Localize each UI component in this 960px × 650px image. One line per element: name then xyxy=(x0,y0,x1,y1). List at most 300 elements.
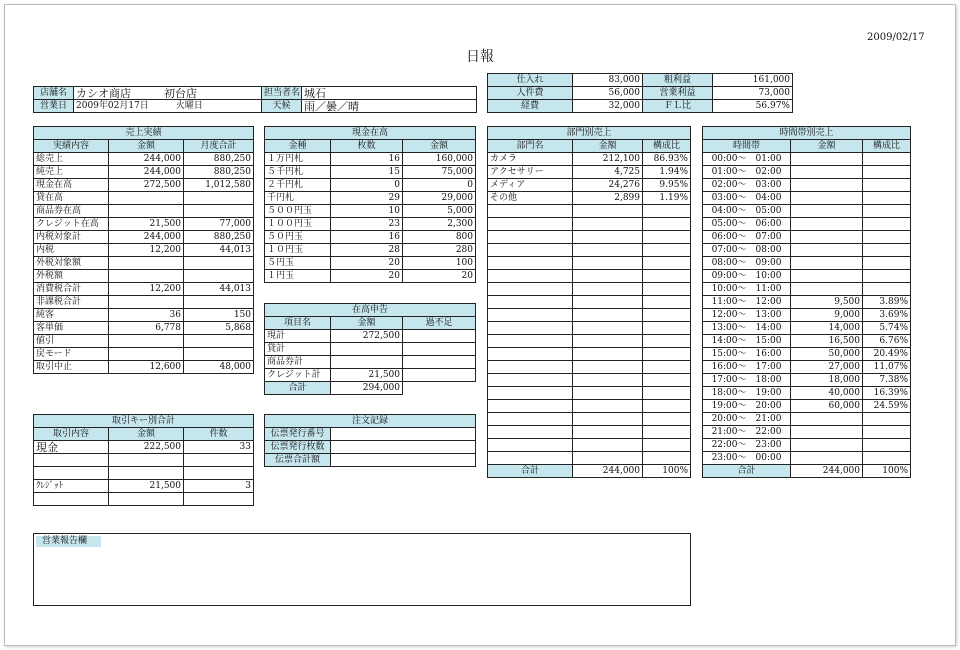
hourly-cell xyxy=(791,192,863,205)
check-row xyxy=(265,356,476,369)
keys-cell: 21,500 xyxy=(109,480,184,493)
cash-cell: 2,300 xyxy=(403,218,476,231)
hourly-cell: 24.59% xyxy=(863,400,911,413)
dept-empty-row xyxy=(488,296,691,309)
dept-empty-cell xyxy=(488,309,573,322)
hourly-cell: 3.69% xyxy=(863,309,911,322)
sales-cell: 戻モード xyxy=(34,348,109,361)
dept-empty-cell xyxy=(488,296,573,309)
dept-header-ratio: 構成比 xyxy=(643,140,691,153)
keys-row xyxy=(34,493,254,506)
keys-cell: 現金 xyxy=(34,441,109,454)
summary-label: 粗利益 xyxy=(643,74,713,87)
sales-row xyxy=(34,205,254,218)
sales-cell: 内税 xyxy=(34,244,109,257)
hourly-cell: 05:00〜 06:00 xyxy=(703,218,791,231)
sales-row xyxy=(34,361,254,374)
hourly-cell: 50,000 xyxy=(791,348,863,361)
cash-table xyxy=(264,126,476,283)
check-cell xyxy=(403,343,476,356)
cash-row xyxy=(265,218,476,231)
orders-row xyxy=(265,428,476,441)
hourly-row xyxy=(703,322,911,335)
cash-cell: 5,000 xyxy=(403,205,476,218)
dept-cell: アクセサリー xyxy=(488,166,573,179)
cash-row xyxy=(265,192,476,205)
sales-cell xyxy=(184,348,254,361)
keys-cell: 3 xyxy=(184,480,254,493)
cash-cell: 20 xyxy=(403,270,476,283)
hourly-cell: 21:00〜 22:00 xyxy=(703,426,791,439)
cash-cell: 0 xyxy=(331,179,403,192)
dept-empty-cell xyxy=(643,452,691,465)
sales-cell xyxy=(184,270,254,283)
dept-empty-cell xyxy=(643,322,691,335)
hourly-cell: 10:00〜 11:00 xyxy=(703,283,791,296)
hourly-cell: 20:00〜 21:00 xyxy=(703,413,791,426)
dept-empty-cell xyxy=(643,387,691,400)
sales-row xyxy=(34,192,254,205)
dept-empty-row xyxy=(488,283,691,296)
hourly-row xyxy=(703,387,911,400)
hourly-row xyxy=(703,153,911,166)
hourly-cell: 03:00〜 04:00 xyxy=(703,192,791,205)
sales-cell: 244,000 xyxy=(109,153,184,166)
sales-row xyxy=(34,283,254,296)
business-date-cell xyxy=(74,100,262,113)
cash-cell: ５千円札 xyxy=(265,166,331,179)
check-total-label: 合計 xyxy=(265,382,331,395)
sales-row xyxy=(34,309,254,322)
keys-header-amount: 金額 xyxy=(109,428,184,441)
cash-cell: １００円玉 xyxy=(265,218,331,231)
business-date: 2009年02月17日 xyxy=(76,100,149,111)
hourly-row xyxy=(703,413,911,426)
store-name-cell xyxy=(74,87,262,100)
summary-value: 56.97% xyxy=(713,100,793,113)
cash-cell: 10 xyxy=(331,205,403,218)
dept-empty-cell xyxy=(643,413,691,426)
sales-header-item: 実績内容 xyxy=(34,140,109,153)
dept-empty-cell xyxy=(643,218,691,231)
hourly-cell: 3.89% xyxy=(863,296,911,309)
cash-cell: 100 xyxy=(403,257,476,270)
store-name-label: 店舗名 xyxy=(34,87,74,100)
cash-cell: １円玉 xyxy=(265,270,331,283)
hourly-cell: 9,500 xyxy=(791,296,863,309)
dept-empty-cell xyxy=(488,335,573,348)
cash-cell: 160,000 xyxy=(403,153,476,166)
sales-cell xyxy=(184,205,254,218)
dept-empty-cell xyxy=(488,400,573,413)
sales-cell: 取引中止 xyxy=(34,361,109,374)
summary-value: 56,000 xyxy=(573,87,643,100)
check-cell xyxy=(403,330,476,343)
hourly-cell: 02:00〜 03:00 xyxy=(703,179,791,192)
keys-cell xyxy=(34,454,109,467)
dept-empty-row xyxy=(488,322,691,335)
dept-empty-cell xyxy=(488,374,573,387)
hourly-cell xyxy=(791,452,863,465)
dept-empty-row xyxy=(488,439,691,452)
hourly-header-ratio: 構成比 xyxy=(863,140,911,153)
dept-empty-cell xyxy=(573,452,643,465)
sales-cell xyxy=(109,348,184,361)
hourly-cell: 16.39% xyxy=(863,387,911,400)
dept-total-ratio: 100% xyxy=(643,465,691,478)
cash-cell: １０円玉 xyxy=(265,244,331,257)
hourly-cell: 11.07% xyxy=(863,361,911,374)
hourly-header-amount: 金額 xyxy=(791,140,863,153)
dept-empty-cell xyxy=(573,322,643,335)
dept-row xyxy=(488,166,691,179)
check-header-amount: 金額 xyxy=(331,317,403,330)
hourly-cell xyxy=(863,153,911,166)
sales-row xyxy=(34,153,254,166)
cash-row xyxy=(265,153,476,166)
sales-title: 売上実績 xyxy=(34,127,254,140)
dept-cell: その他 xyxy=(488,192,573,205)
hourly-cell xyxy=(863,426,911,439)
dept-cell: カメラ xyxy=(488,153,573,166)
hourly-cell xyxy=(863,244,911,257)
dept-empty-row xyxy=(488,309,691,322)
dept-empty-cell xyxy=(573,348,643,361)
dept-empty-cell xyxy=(643,283,691,296)
summary-row xyxy=(488,100,793,113)
dept-empty-row xyxy=(488,270,691,283)
dept-empty-cell xyxy=(488,231,573,244)
dept-empty-cell xyxy=(643,374,691,387)
dept-empty-cell xyxy=(573,296,643,309)
cash-cell: 28 xyxy=(331,244,403,257)
check-row xyxy=(265,369,476,382)
dept-empty-cell xyxy=(643,205,691,218)
keys-cell: 33 xyxy=(184,441,254,454)
dept-cell: 1.19% xyxy=(643,192,691,205)
department-sales-table xyxy=(487,126,691,478)
hourly-cell xyxy=(863,231,911,244)
hourly-cell: 16,500 xyxy=(791,335,863,348)
orders-title: 注文記録 xyxy=(265,415,476,428)
sales-cell: 商品券在高 xyxy=(34,205,109,218)
hourly-cell xyxy=(791,270,863,283)
dept-cell: メディア xyxy=(488,179,573,192)
sales-cell: 272,500 xyxy=(109,179,184,192)
dept-cell: 86.93% xyxy=(643,153,691,166)
orders-label: 伝票合計額 xyxy=(265,454,331,467)
dept-title: 部門別売上 xyxy=(488,127,691,140)
check-cell: 貸計 xyxy=(265,343,331,356)
dept-empty-cell xyxy=(643,231,691,244)
dept-cell: 9.95% xyxy=(643,179,691,192)
dept-empty-cell xyxy=(488,257,573,270)
hourly-row xyxy=(703,179,911,192)
cash-cell: ２千円札 xyxy=(265,179,331,192)
sales-cell: 244,000 xyxy=(109,166,184,179)
summary-table xyxy=(487,73,793,113)
cash-row xyxy=(265,166,476,179)
hourly-cell xyxy=(791,179,863,192)
hourly-cell xyxy=(863,218,911,231)
hourly-cell xyxy=(791,231,863,244)
dept-empty-row xyxy=(488,218,691,231)
check-total: 294,000 xyxy=(331,382,403,395)
dept-empty-cell xyxy=(573,231,643,244)
check-cell xyxy=(331,356,403,369)
check-cell: 21,500 xyxy=(331,369,403,382)
staff-label: 担当者名 xyxy=(262,87,302,100)
dept-empty-row xyxy=(488,257,691,270)
sales-cell: 880,250 xyxy=(184,153,254,166)
keys-cell: 222,500 xyxy=(109,441,184,454)
hourly-cell xyxy=(863,166,911,179)
transaction-key-table xyxy=(33,414,254,506)
hourly-cell: 60,000 xyxy=(791,400,863,413)
dept-empty-cell xyxy=(643,335,691,348)
sales-cell: 現金在高 xyxy=(34,179,109,192)
sales-cell: 総売上 xyxy=(34,153,109,166)
hourly-row xyxy=(703,270,911,283)
sales-row xyxy=(34,231,254,244)
keys-title: 取引キー別合計 xyxy=(34,415,254,428)
check-header-diff: 過不足 xyxy=(403,317,476,330)
hourly-cell xyxy=(791,205,863,218)
hourly-cell: 16:00〜 17:00 xyxy=(703,361,791,374)
sales-row xyxy=(34,218,254,231)
hourly-cell: 15:00〜 16:00 xyxy=(703,348,791,361)
business-report-label: 営業報告欄 xyxy=(36,536,101,547)
keys-row xyxy=(34,480,254,493)
dept-empty-row xyxy=(488,426,691,439)
sales-cell: 内税対象計 xyxy=(34,231,109,244)
dept-empty-row xyxy=(488,348,691,361)
hourly-cell: 04:00〜 05:00 xyxy=(703,205,791,218)
hourly-header-time: 時間帯 xyxy=(703,140,791,153)
summary-label: 仕入れ xyxy=(488,74,573,87)
check-cell: クレジット計 xyxy=(265,369,331,382)
hourly-cell xyxy=(791,439,863,452)
check-cell xyxy=(403,369,476,382)
dept-empty-cell xyxy=(573,218,643,231)
cash-header-denomination: 金種 xyxy=(265,140,331,153)
cash-row xyxy=(265,270,476,283)
sales-row xyxy=(34,257,254,270)
sales-row xyxy=(34,244,254,257)
hourly-row xyxy=(703,400,911,413)
keys-cell xyxy=(109,467,184,480)
hourly-cell: 13:00〜 14:00 xyxy=(703,322,791,335)
cash-cell: 15 xyxy=(331,166,403,179)
dept-empty-cell xyxy=(573,309,643,322)
sales-cell: 44,013 xyxy=(184,283,254,296)
sales-cell xyxy=(184,335,254,348)
sales-cell: 貸在高 xyxy=(34,192,109,205)
sales-cell xyxy=(184,296,254,309)
dept-empty-cell xyxy=(643,309,691,322)
hourly-cell xyxy=(863,179,911,192)
hourly-cell: 6.76% xyxy=(863,335,911,348)
cash-cell: １万円札 xyxy=(265,153,331,166)
orders-label: 伝票発行番号 xyxy=(265,428,331,441)
dept-empty-cell xyxy=(573,205,643,218)
cash-header-amount: 金額 xyxy=(403,140,476,153)
cash-row xyxy=(265,179,476,192)
declaration-table xyxy=(264,303,476,395)
summary-row xyxy=(488,87,793,100)
check-cell xyxy=(403,356,476,369)
keys-row xyxy=(34,454,254,467)
sales-row xyxy=(34,296,254,309)
hourly-cell: 06:00〜 07:00 xyxy=(703,231,791,244)
hourly-cell: 40,000 xyxy=(791,387,863,400)
dept-empty-row xyxy=(488,231,691,244)
hourly-row xyxy=(703,283,911,296)
hourly-cell xyxy=(863,205,911,218)
hourly-row xyxy=(703,309,911,322)
hourly-cell: 18,000 xyxy=(791,374,863,387)
keys-cell xyxy=(109,493,184,506)
hourly-cell xyxy=(863,257,911,270)
dept-empty-cell xyxy=(573,413,643,426)
sales-cell: 77,000 xyxy=(184,218,254,231)
keys-header-type: 取引内容 xyxy=(34,428,109,441)
sales-row xyxy=(34,348,254,361)
dept-empty-cell xyxy=(488,439,573,452)
dept-empty-cell xyxy=(573,374,643,387)
cash-cell: 75,000 xyxy=(403,166,476,179)
dept-row xyxy=(488,192,691,205)
keys-cell xyxy=(34,493,109,506)
dept-empty-cell xyxy=(573,426,643,439)
dept-empty-row xyxy=(488,452,691,465)
hourly-row xyxy=(703,231,911,244)
sales-cell: 21,500 xyxy=(109,218,184,231)
check-cell: 272,500 xyxy=(331,330,403,343)
hourly-row xyxy=(703,374,911,387)
dept-empty-cell xyxy=(488,244,573,257)
hourly-cell: 00:00〜 01:00 xyxy=(703,153,791,166)
orders-row xyxy=(265,441,476,454)
cash-cell: 20 xyxy=(331,270,403,283)
sales-header-amount: 金額 xyxy=(109,140,184,153)
sales-cell xyxy=(184,192,254,205)
store-branch: 初台店 xyxy=(164,86,197,100)
sales-row xyxy=(34,335,254,348)
sales-cell: 12,200 xyxy=(109,283,184,296)
sales-cell xyxy=(109,296,184,309)
hourly-cell: 19:00〜 20:00 xyxy=(703,400,791,413)
hourly-cell xyxy=(791,218,863,231)
hourly-cell: 12:00〜 13:00 xyxy=(703,309,791,322)
dept-empty-row xyxy=(488,205,691,218)
check-cell: 現計 xyxy=(265,330,331,343)
check-row xyxy=(265,343,476,356)
sales-cell: 5,868 xyxy=(184,322,254,335)
dept-empty-row xyxy=(488,361,691,374)
weather-label: 天候 xyxy=(262,100,302,113)
cash-title: 現金在高 xyxy=(265,127,476,140)
dept-empty-cell xyxy=(643,439,691,452)
dept-cell: 24,276 xyxy=(573,179,643,192)
hourly-cell: 14,000 xyxy=(791,322,863,335)
hourly-total: 244,000 xyxy=(791,465,863,478)
hourly-cell: 01:00〜 02:00 xyxy=(703,166,791,179)
store-name: カシオ商店 xyxy=(76,86,131,100)
weather-value: 雨／曇／晴 xyxy=(302,100,477,113)
sales-cell: 外税額 xyxy=(34,270,109,283)
hourly-cell: 11:00〜 12:00 xyxy=(703,296,791,309)
hourly-cell: 17:00〜 18:00 xyxy=(703,374,791,387)
staff-name: 城石 xyxy=(302,87,477,100)
dept-empty-row xyxy=(488,374,691,387)
hourly-cell xyxy=(791,244,863,257)
sales-row xyxy=(34,270,254,283)
dept-empty-row xyxy=(488,400,691,413)
hourly-cell: 27,000 xyxy=(791,361,863,374)
cash-row xyxy=(265,244,476,257)
dept-empty-row xyxy=(488,387,691,400)
dept-cell: 1.94% xyxy=(643,166,691,179)
page-title: 日報 xyxy=(466,49,494,65)
check-title: 在高申告 xyxy=(265,304,476,317)
dept-row xyxy=(488,179,691,192)
store-info-table xyxy=(33,86,477,113)
cash-cell: 29 xyxy=(331,192,403,205)
hourly-row xyxy=(703,335,911,348)
orders-value xyxy=(331,454,476,467)
hourly-cell: 09:00〜 10:00 xyxy=(703,270,791,283)
cash-cell: 千円札 xyxy=(265,192,331,205)
dept-empty-cell xyxy=(573,387,643,400)
hourly-row xyxy=(703,257,911,270)
dept-empty-row xyxy=(488,244,691,257)
sales-cell: 純客 xyxy=(34,309,109,322)
check-row xyxy=(265,330,476,343)
cash-row xyxy=(265,257,476,270)
dept-empty-cell xyxy=(488,361,573,374)
dept-empty-cell xyxy=(488,426,573,439)
sales-cell: 36 xyxy=(109,309,184,322)
cash-cell: 29,000 xyxy=(403,192,476,205)
order-record-table xyxy=(264,414,476,467)
cash-cell: ５０円玉 xyxy=(265,231,331,244)
business-report-box[interactable] xyxy=(33,533,691,606)
hourly-row xyxy=(703,166,911,179)
sales-row xyxy=(34,179,254,192)
sales-cell: 非課税合計 xyxy=(34,296,109,309)
sales-cell: 純売上 xyxy=(34,166,109,179)
hourly-sales-table xyxy=(702,126,911,478)
sales-cell xyxy=(184,257,254,270)
sales-cell: 客単価 xyxy=(34,322,109,335)
dept-cell: 212,100 xyxy=(573,153,643,166)
sales-cell: 12,200 xyxy=(109,244,184,257)
dept-empty-cell xyxy=(488,283,573,296)
dept-empty-cell xyxy=(488,413,573,426)
sales-cell: 150 xyxy=(184,309,254,322)
dept-empty-cell xyxy=(643,296,691,309)
hourly-row xyxy=(703,361,911,374)
hourly-cell xyxy=(863,270,911,283)
sales-cell: 外税対象額 xyxy=(34,257,109,270)
cash-row xyxy=(265,231,476,244)
summary-value: 32,000 xyxy=(573,100,643,113)
keys-cell xyxy=(109,454,184,467)
keys-row xyxy=(34,441,254,454)
report-date: 2009/02/17 xyxy=(867,32,925,43)
summary-value: 83,000 xyxy=(573,74,643,87)
